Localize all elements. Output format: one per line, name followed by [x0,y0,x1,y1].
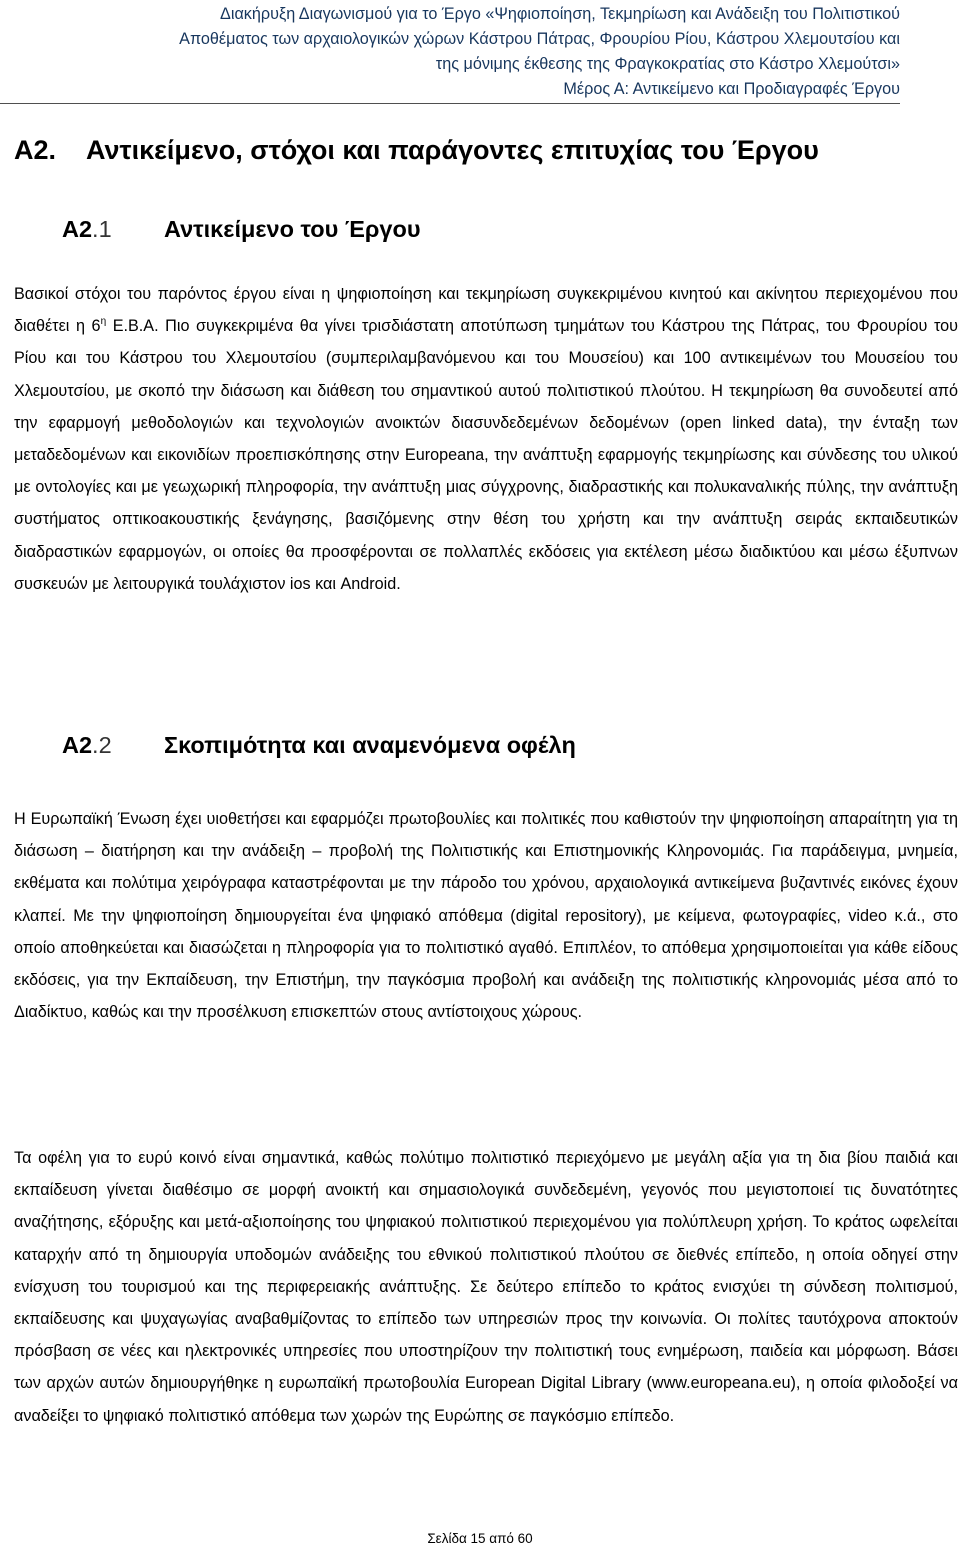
subsection-number-main: Α2 [62,216,93,242]
section-number: Α2. [14,135,57,165]
subsection-heading [62,212,421,246]
header-line: Αποθέματος των αρχαιολογικών χώρων Κάστρου Πάτρας, Φρουρίου Ρίου, Κάστρου Χλεμουτσίου και [179,30,900,48]
running-header [14,2,900,102]
page-number-footer: Σελίδα 15 από 60 [427,1531,533,1546]
section-heading [14,130,819,170]
superscript: η [100,315,107,327]
body-paragraph: Τα οφέλη για το ευρύ κοινό είναι σημαντικά, καθώς πολύτιμο πολιτιστικό περιεχόμενο με μεγάλη αξία για τη δια βίου παιδιά και εκπαίδευση γίνεται διαθέσιμο σε μορφή ανοικτή και σημασιολογικά συνδεδεμένη, γεγονός που μεγιστοποιεί τις δυνατότητες αναζήτησης, εξόρυξης και μετά-αξιοποίησης του ψηφιακού πολιτιστικού περιεχομένου για πολύπλευρη χρήση. Το κράτος ωφελείται καταρχήν από τη δημιουργία υποδομών ανάδειξης του εθνικού πολιτιστικού πλούτου σε διεθνές επίπεδο, η οποία οδηγεί στην ενίσχυση του τουρισμού και της περιφερειακής ανάπτυξης. Σε δεύτερο επίπεδο το κράτος ενισχύει τη σύνδεση πολιτισμού, εκπαίδευσης και ψυχαγωγίας αναβαθμίζοντας το επίπεδο των υπηρεσιών προς την κοινωνία. Οι πολίτες ταυτόχρονα αποκτούν πρόσβαση σε νέες και ηλεκτρονικές υπηρεσίες που υποστηρίζουν την πολιτιστική τους ενημέρωση, παιδεία και μόρφωση. Βάσει των αρχών αυτών δημιουργήθηκε η ευρωπαϊκή πρωτοβουλία European Digital Library (www.europeana.eu), η οποία φιλοδοξεί να αναδείξει το ψηφιακό πολιτιστικό απόθεμα των χωρών της Ευρώπης σε παγκόσμιο επίπεδο. [14,1149,958,1425]
subsection-heading [62,728,576,762]
subsection-number-main: Α2 [62,732,93,758]
body-paragraph: Η Ευρωπαϊκή Ένωση έχει υιοθετήσει και εφαρμόζει πρωτοβουλίες και πολιτικές που καθιστούν την ψηφιοποίηση απαραίτητη για τη διάσωση – διατήρηση και την ανάδειξη – προβολή της Πολιτιστικής και Επιστημονικής Κληρονομιάς. Για παράδειγμα, μνημεία, εκθέματα και πολύτιμα χειρόγραφα καταστρέφονται με την πάροδο του χρόνου, αρχαιολογικά αντικείμενα βυζαντινές εικόνες έχουν κλαπεί. Με την ψηφιοποίηση δημιουργείται ένα ψηφιακό απόθεμα (digital repository), με κείμενα, φωτογραφίες, video κ.ά., στο οποίο αποθηκεύεται και διασώζεται η πληροφορία για το πολιτιστικό αγαθό. Επιπλέον, το απόθεμα χρησιμοποιείται για κάθε είδους εκδόσεις, για την Εκπαίδευση, την Επιστήμη, την παγκόσμια προβολή και ανάδειξη της πολιτιστικής κληρονομιάς μέσα από το Διαδίκτυο, καθώς και την προσέλκυση επισκεπτών στους αντίστοιχους χώρους. [14,810,958,1022]
header-divider [0,103,900,104]
subsection-number-sub: .1 [92,216,112,242]
header-line: Διακήρυξη Διαγωνισμού για το Έργο «Ψηφιοποίηση, Τεκμηρίωση και Ανάδειξη του Πολιτιστικού [220,5,900,23]
subsection-title: Σκοπιμότητα και αναμενόμενα οφέλη [164,732,576,758]
body-paragraph [14,278,958,600]
header-part-label: Μέρος Α: Αντικείμενο και Προδιαγραφές Έργου [563,80,900,98]
paragraph-text: Βασικοί στόχοι του παρόντος έργου είναι η ψηφιοποίηση και τεκμηρίωση συγκεκριμένου κινητού και ακίνητου περιεχομένου που διαθέτει η 6 [14,285,958,336]
paragraph-text: Ε.Β.Α. Πιο συγκεκριμένα θα γίνει τρισδιάστατη αποτύπωση τμημάτων του Κάστρου της Πάτρας, του Φρουρίου του Ρίου και του Κάστρου του Χλεμουτσίου (συμπεριλαμβανόμενου και του Μουσείου) και 100 αντικειμένων του Μουσείου του Χλεμουτσίου, με σκοπό την διάσωση και διάθεση του σημαντικού αυτού πολιτιστικού πλούτου. Η τεκμηρίωση θα συνοδευτεί από την εφαρμογή μεθοδολογιών και τεχνολογιών ανοικτών διασυνδεδεμένων δεδομένων (open linked data), την ένταξη των μεταδεδομένων και εικονιδίων προεπισκόπησης στην Europeana, την ανάπτυξη εφαρμογής τεκμηρίωσης και σύνδεσης του υλικού με οντολογίες και με γεωχωρική πληροφορία, την ανάπτυξη μιας σύγχρονης, διαδραστικής και πολυκαναλικής πύλης, την ανάπτυξη συστήματος οπτικοακουστικής ξενάγησης, βασιζόμενης στην θέση του χρήστη και την ανάπτυξη σειράς εκπαιδευτικών διαδραστικών εφαρμογών, οι οποίες θα προσφέρονται σε πολλαπλές εκδόσεις για εκτέλεση μέσω διαδικτύου και μέσω έξυπνων συσκευών με λειτουργικά τουλάχιστον ios και Android. [14,317,958,593]
section-title: Αντικείμενο, στόχοι και παράγοντες επιτυχίας του Έργου [86,135,819,165]
subsection-title: Αντικείμενο του Έργου [164,216,421,242]
subsection-number-sub: .2 [92,732,112,758]
header-line: της μόνιμης έκθεσης της Φραγκοκρατίας στο Κάστρο Χλεμούτσι» [435,55,900,73]
subsection-number [62,212,164,246]
subsection-number [62,728,164,762]
